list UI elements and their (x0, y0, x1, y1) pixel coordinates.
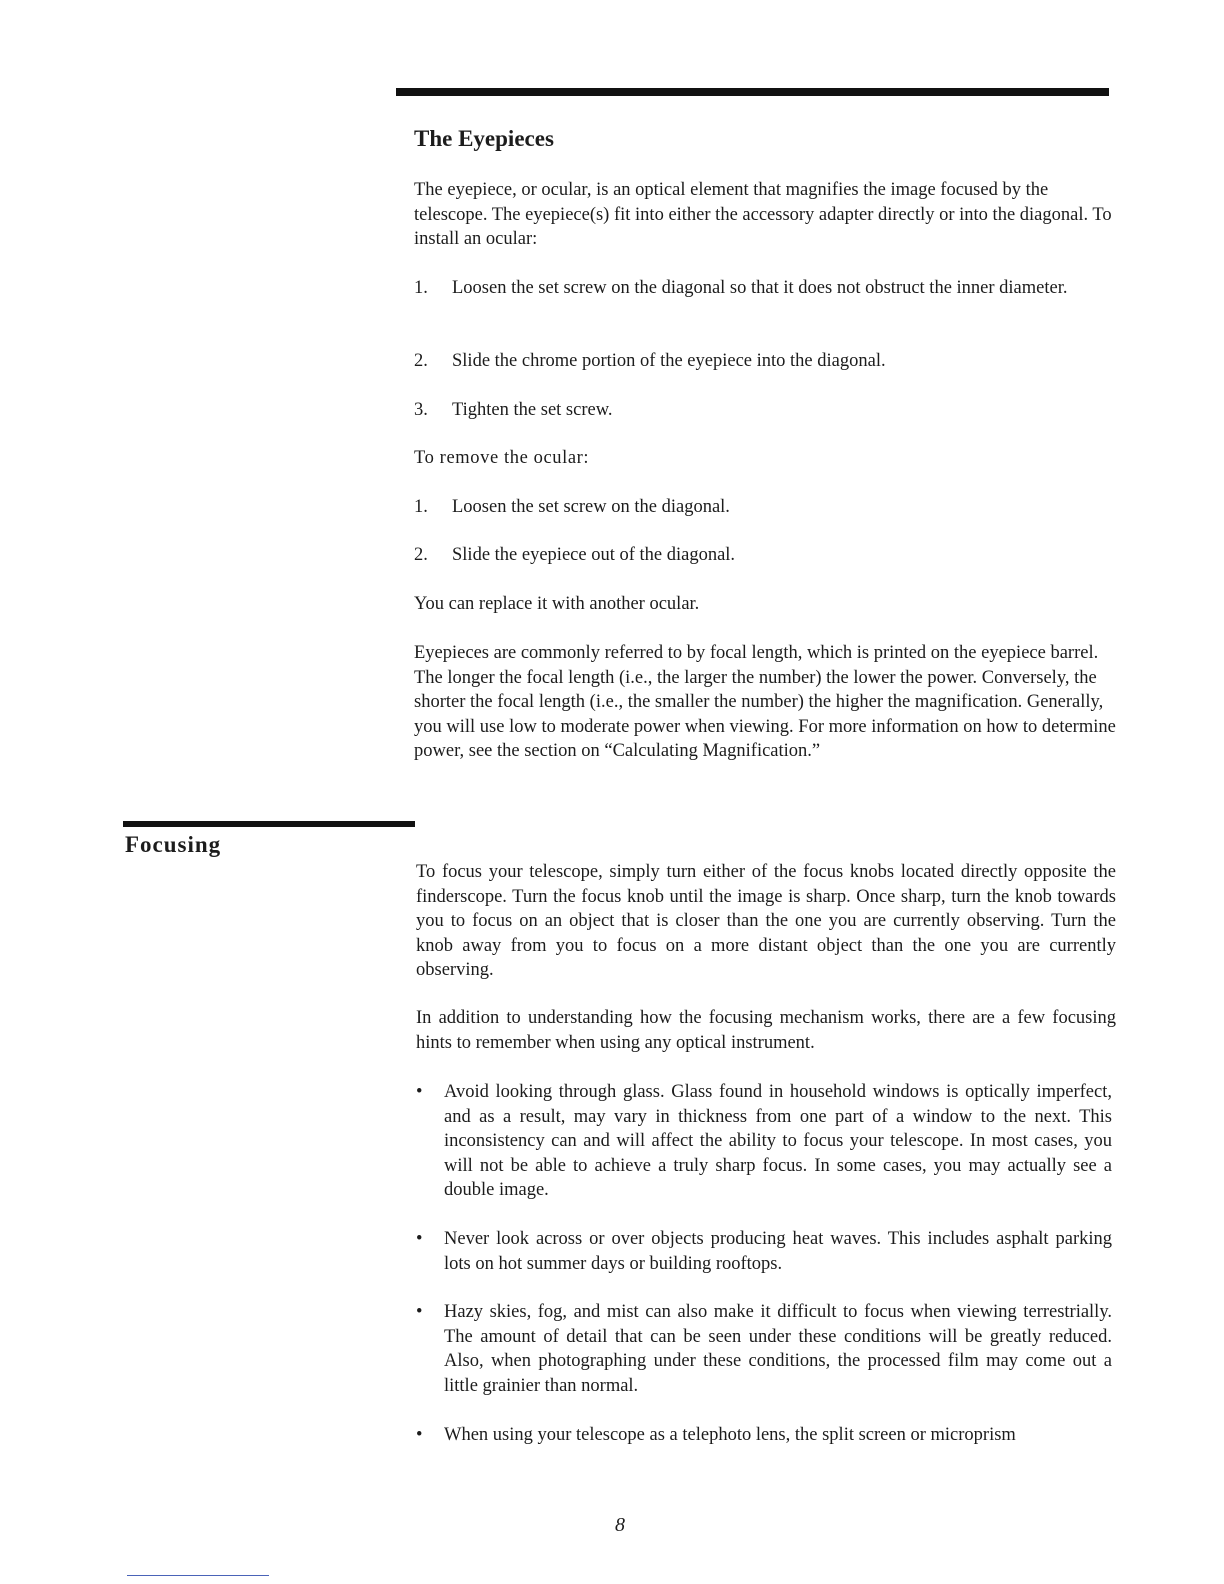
section-divider-focusing (123, 821, 415, 827)
section-divider-top (396, 88, 1109, 96)
bullet-text: Avoid looking through glass. Glass found in household windows is optically imperfect, and as a result, may vary in thickness from one part of a window to the next. This inconsistency can and will affect the ability to focus your telescope. In most cases, you will not be able to achieve a truly sharp focus. In some cases, you may actually see a double image. (444, 1082, 1112, 1201)
bullet-text: When using your telescope as a telephoto lens, the split screen or microprism (444, 1425, 1016, 1445)
bullet-icon: • (416, 1425, 423, 1445)
replace-note: You can replace it with another ocular. (414, 594, 700, 614)
bullet-icon: • (416, 1229, 423, 1249)
remove-step-1 (414, 495, 1092, 520)
remove-step-2 (414, 543, 1092, 568)
list-text: Loosen the set screw on the diagonal so that it does not obstruct the inner diameter. (452, 278, 1068, 298)
focus-hint-3 (414, 1300, 1112, 1398)
install-step-2 (414, 349, 1092, 374)
list-text: Tighten the set screw. (452, 400, 613, 420)
section-title-eyepieces: The Eyepieces (414, 126, 554, 151)
section-title-focusing: Focusing (125, 832, 222, 857)
list-text: Slide the eyepiece out of the diagonal. (452, 545, 736, 565)
list-number: 3. (414, 400, 428, 420)
list-text: Loosen the set screw on the diagonal. (452, 497, 730, 517)
install-step-1 (414, 276, 1092, 301)
page-number: 8 (615, 1514, 625, 1536)
eyepieces-intro-paragraph: The eyepiece, or ocular, is an optical element that magnifies the image focused by the telescope. The eyepiece(s) fit into either the accessory adapter directly or into the diagonal. To install an ocular: (414, 180, 1112, 250)
focusing-paragraph-2: In addition to understanding how the focusing mechanism works, there are a few focusing hints to remember when using any optical instrument. (416, 1008, 1116, 1053)
focus-hint-2 (414, 1227, 1112, 1276)
focusing-paragraph-1: To focus your telescope, simply turn either of the focus knobs located directly opposite the finderscope. Turn the focus knob until the image is sharp. Once sharp, turn the knob towards you to focus on an object that is closer than the one you are currently observing. Turn the knob away from you to focus on a more distant object than the one you are currently observing. (416, 862, 1116, 981)
focus-hint-1 (414, 1080, 1112, 1203)
list-number: 1. (414, 278, 428, 298)
footer-divider (127, 1575, 269, 1576)
list-number: 2. (414, 545, 428, 565)
bullet-icon: • (416, 1302, 423, 1322)
bullet-text: Hazy skies, fog, and mist can also make it difficult to focus when viewing terrestrially. The amount of detail that can be seen under these conditions will be greatly reduced. Also, when photographing under these conditions, the processed film may come out a little grainier than normal. (444, 1302, 1112, 1396)
bullet-icon: • (416, 1082, 423, 1102)
install-step-3 (414, 398, 1092, 423)
list-number: 1. (414, 497, 428, 517)
bullet-text: Never look across or over objects producing heat waves. This includes asphalt parking lots on hot summer days or building rooftops. (444, 1229, 1112, 1274)
remove-intro: To remove the ocular: (414, 448, 590, 468)
list-text: Slide the chrome portion of the eyepiece into the diagonal. (452, 351, 886, 371)
focus-hint-4 (414, 1423, 1112, 1448)
focal-length-paragraph: Eyepieces are commonly referred to by focal length, which is printed on the eyepiece barrel. The longer the focal length (i.e., the larger the number) the lower the power. Conversely, the shorter the focal length (i.e., the smaller the number) the higher the magnification. Generally, you will use low to moderate power when viewing. For more information on how to determine power, see the section on “Calculating Magnification.” (414, 643, 1116, 762)
list-number: 2. (414, 351, 428, 371)
